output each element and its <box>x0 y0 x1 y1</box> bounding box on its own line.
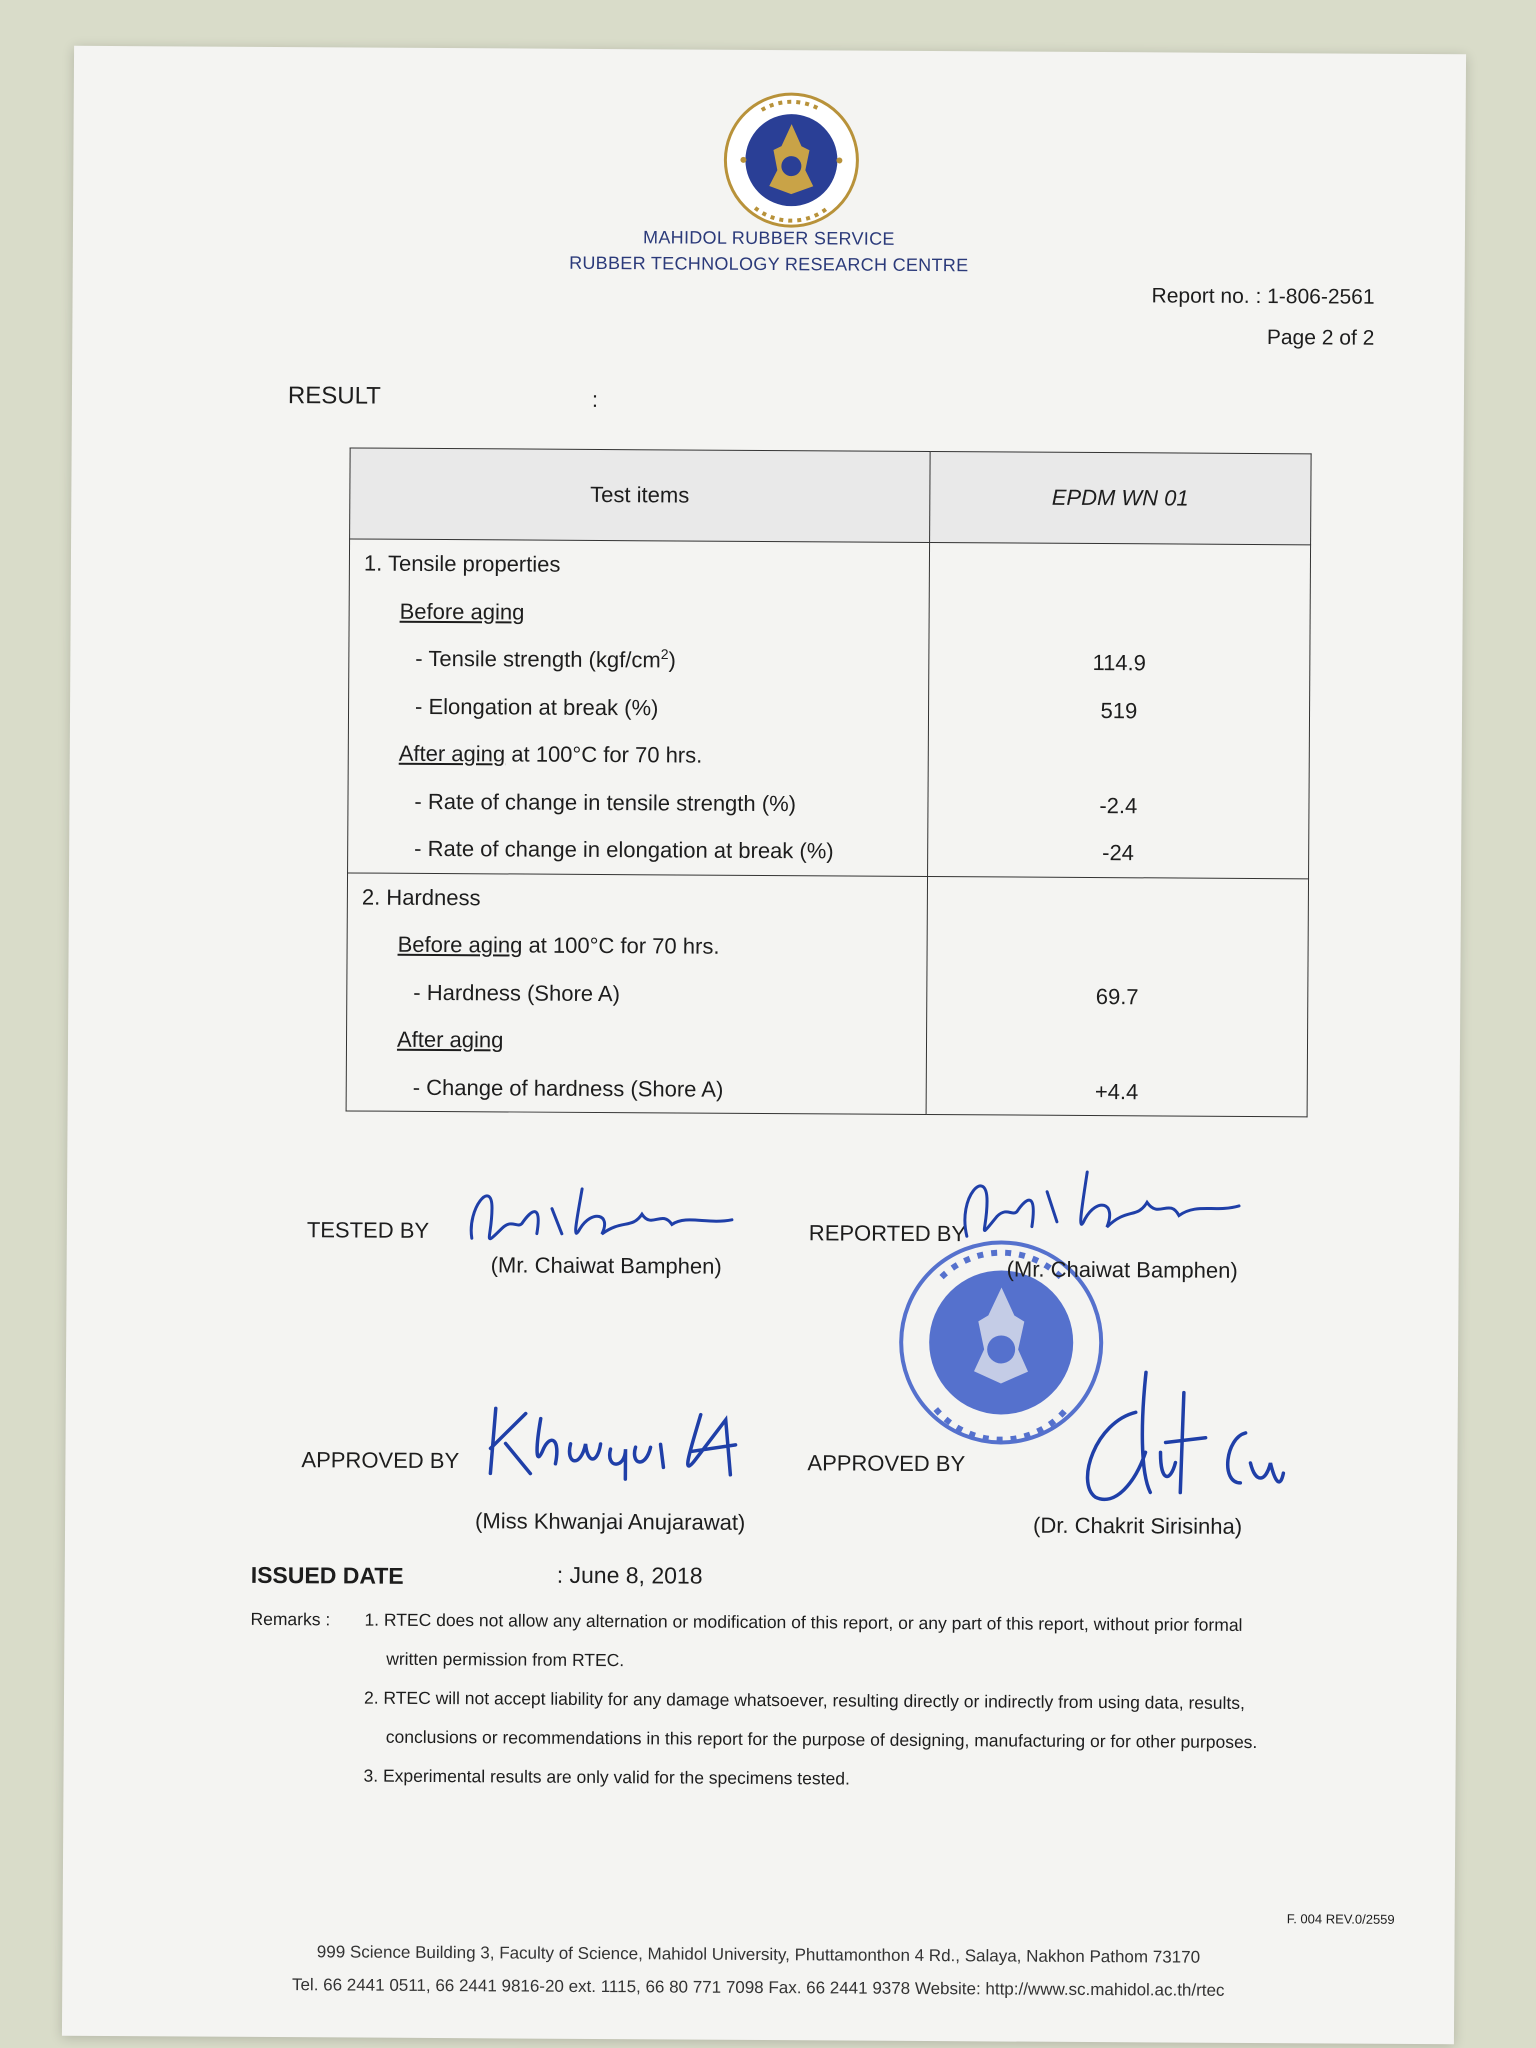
table-row-hardness <box>346 872 1308 1116</box>
approved-by-label-2: APPROVED BY <box>807 1450 966 1477</box>
remark-3: 3. Experimental results are only valid for the specimens tested. <box>363 1765 850 1789</box>
report-page <box>62 46 1466 2044</box>
section-title: 2. Hardness <box>361 884 481 910</box>
footer-address: 999 Science Building 3, Faculty of Science, Mahidol University, Phuttamonthon 4 Rd., Salaya, Nakhon Pathom 73170 <box>316 1942 1201 1967</box>
subsection-label <box>349 729 928 780</box>
item-label: - Elongation at break (%) <box>414 693 659 720</box>
aging-condition: at 100°C for 70 hrs. <box>505 741 703 768</box>
result-colon: : <box>591 386 599 412</box>
approver-2-signature <box>1065 1352 1286 1513</box>
subsection-label <box>350 587 929 638</box>
item-label: - Hardness (Shore A) <box>413 979 621 1006</box>
approver-2-name: (Dr. Chakrit Sirisinha) <box>1032 1512 1243 1539</box>
item-label <box>349 634 928 685</box>
tensile-values-cell <box>927 543 1310 879</box>
form-code: F. 004 REV.0/2559 <box>1286 1911 1395 1927</box>
table-row-tensile <box>348 539 1311 878</box>
item-label: - Rate of change in tensile strength (%) <box>414 788 797 816</box>
tested-by-label: TESTED BY <box>306 1217 430 1243</box>
remark-2: 2. RTEC will not accept liability for any damage whatsoever, resulting directly or indirectly from using data, results, <box>363 1687 1245 1713</box>
issued-date-label: ISSUED DATE <box>250 1561 404 1589</box>
unit-superscript: 2 <box>660 646 669 663</box>
remark-1: 1. RTEC does not allow any alternation or modification of this report, or any part of this report, without prior formal <box>364 1609 1243 1635</box>
org-name: MAHIDOL RUBBER SERVICE <box>643 227 895 249</box>
page-number: Page 2 of 2 <box>1266 326 1375 350</box>
subsection-label <box>347 1015 926 1066</box>
subsection-label <box>347 920 926 971</box>
remark-1-cont: written permission from RTEC. <box>386 1648 625 1671</box>
unit-close: ) <box>668 647 676 673</box>
report-number: Report no. : 1-806-2561 <box>1151 284 1375 309</box>
approved-by-label-1: APPROVED BY <box>301 1447 460 1474</box>
value: -24 <box>1102 840 1135 866</box>
before-aging-label: Before aging <box>397 931 523 958</box>
table-header-row <box>350 448 1312 545</box>
before-aging-label: Before aging <box>399 598 525 625</box>
remark-2-cont: conclusions or recommendations in this report for the purpose of designing, manufacturing or for other purposes. <box>385 1726 1258 1753</box>
tester-name: (Mr. Chaiwat Bamphen) <box>490 1252 722 1279</box>
issued-date-value: : June 8, 2018 <box>556 1561 703 1589</box>
after-aging-label: After aging <box>396 1026 504 1053</box>
value: +4.4 <box>1094 1078 1139 1104</box>
remarks-label: Remarks : <box>250 1608 331 1630</box>
hardness-values-cell <box>926 876 1309 1117</box>
mahidol-university-seal-logo <box>721 90 862 231</box>
header-sample: EPDM WN 01 <box>929 452 1311 545</box>
approver-1-signature <box>485 1388 786 1490</box>
after-aging-label: After aging <box>398 740 506 767</box>
section-title: 1. Tensile properties <box>363 550 561 577</box>
value: 114.9 <box>1092 649 1147 676</box>
reported-by-label: REPORTED BY <box>808 1220 967 1247</box>
value: -2.4 <box>1099 792 1138 818</box>
footer-contact: Tel. 66 2441 0511, 66 2441 9816-20 ext. 1115, 66 80 771 7098 Fax. 66 2441 9378 Website: http://www.sc.mahidol.ac.th/rtec <box>291 1975 1225 2000</box>
value: 519 <box>1100 697 1138 723</box>
hardness-items-cell <box>346 872 927 1114</box>
result-heading: RESULT <box>287 382 381 410</box>
reporter-name: (Mr. Chaiwat Bamphen) <box>1006 1256 1238 1283</box>
tensile-strength-label: - Tensile strength (kgf/cm <box>415 645 661 673</box>
org-subname: RUBBER TECHNOLOGY RESEARCH CENTRE <box>569 252 969 276</box>
reporter-signature <box>947 1156 1248 1258</box>
tensile-items-cell <box>348 539 930 876</box>
aging-condition: at 100°C for 70 hrs. <box>522 932 720 959</box>
header-test-items: Test items <box>350 448 930 543</box>
item-label: - Rate of change in elongation at break (%) <box>414 835 834 864</box>
results-table <box>346 447 1312 1117</box>
value: 69.7 <box>1095 983 1139 1009</box>
approver-1-name: (Miss Khwanjai Anujarawat) <box>475 1508 746 1535</box>
item-label: - Change of hardness (Shore A) <box>412 1074 724 1102</box>
